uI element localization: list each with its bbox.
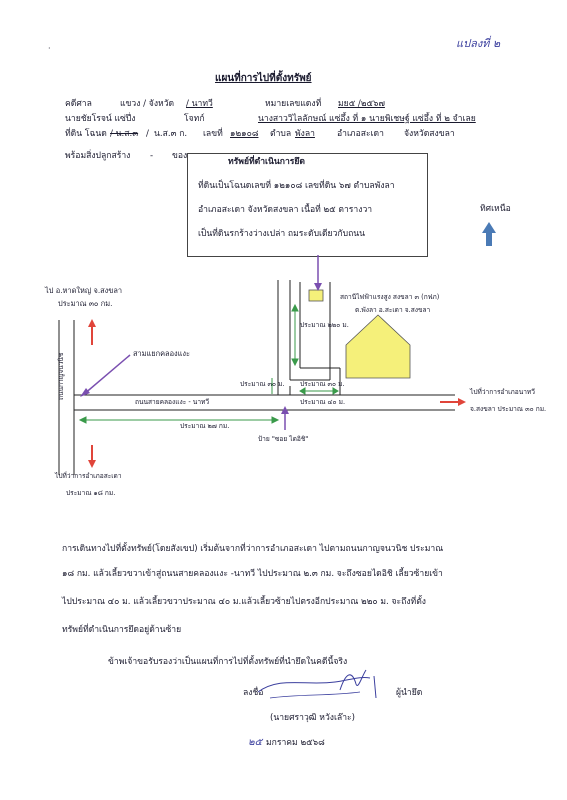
to-sadao-dist: ประมาณ ๑๘ กม.: [66, 489, 116, 497]
land-sep: /: [146, 129, 149, 139]
district-label: แขวง / จังหวัด: [120, 99, 175, 109]
land-no: ๑๒๑๐๘: [230, 129, 259, 139]
station-label: สถานีไฟฟ้าแรงสูง สงขลา ๓ (กฟภ): [340, 293, 440, 301]
directions-line-3: ไปประมาณ ๔๐ ม. แล้วเลี้ยวขวาประมาณ ๔๐ ม.แล้วเลี้ยวซ้ายไปตรงอีกประมาณ ๒๒๐ ม. จะถึงที่ตั้ง: [62, 597, 426, 607]
junction-label: สามแยกคลองแงะ: [133, 349, 190, 358]
to-hatyai-dist: ประมาณ ๓๐ กม.: [58, 299, 113, 308]
to-nathawi: ไปที่ว่าการอำเภอนาทวี: [470, 388, 535, 396]
case-no-label: หมายเลขแดงที่: [265, 99, 322, 109]
sign-date-day: ๒๕: [248, 737, 263, 748]
cross-road-label: ถนนสายคลองแงะ - นาทวี: [135, 398, 210, 406]
subdistrict: พังลา: [295, 129, 315, 139]
sign-date-rest: มกราคม ๒๕๖๘: [266, 738, 325, 748]
land-label: ที่ดิน โฉนด: [65, 129, 107, 139]
seized-line-1: ที่ดินเป็นโฉนดเลขที่ ๑๒๑๐๘ เลขที่ดิน ๖๗ ตำบลพังลา: [198, 181, 395, 191]
dist-220-label: ประมาณ ๒๒๐ ม.: [300, 321, 349, 329]
of-label: ของ: [172, 151, 188, 161]
to-sadao: ไปที่ว่าการอำเภอสะเดา: [55, 472, 122, 480]
plaintiff-role: โจทก์: [184, 114, 205, 124]
land-type-struck: / น.ส.๓: [110, 129, 139, 139]
signer-role: ผู้นำยึด: [396, 688, 423, 698]
plaintiff: นายชัยโรจน์ แซ่ปึ่ง: [65, 114, 136, 124]
sign-label: ป้าย "ซอย ไดอิชิ": [258, 435, 309, 443]
main-road-label: ถนนกาญจนวนิช: [57, 352, 65, 400]
court-value: / นาทวี: [186, 99, 213, 109]
directions-line-2: ๑๘ กม. แล้วเลี้ยวขวาเข้าสู่ถนนสายคลองแงะ -นาทวี ไปประมาณ ๒.๓ กม. จะถึงซอยไดอิชิ เลี้ยวซ้ายเข้า: [62, 569, 443, 579]
subdistrict-label: ตำบล: [270, 129, 292, 139]
province-label: จังหวัดสงขลา: [404, 129, 455, 139]
building-label: พร้อมสิ่งปลูกสร้าง: [65, 151, 131, 161]
directions-line-4: ทรัพย์ที่ดำเนินการยึดอยู่ด้านซ้าย: [62, 625, 182, 635]
sign-label: ลงชื่อ: [243, 688, 264, 698]
scan-speck: ·: [48, 44, 51, 53]
page-mark: แปลงที่ ๒: [456, 37, 501, 50]
dist-40-label: ประมาณ ๔๐ ม.: [300, 398, 346, 406]
land-no-label: เลขที่: [203, 129, 223, 139]
defendants: นางสาววิไลลักษณ์ แซ่อึ้ง ที่ ๑ นายพิเชษฐ์ แซ่อึ้ง ที่ ๒ จำเลย: [258, 114, 476, 124]
dist-27-label: ประมาณ ๒๗ กม.: [180, 422, 230, 430]
station-location: ต.พังลา อ.สะเดา จ.สงขลา: [355, 306, 431, 314]
dist-30b-label: ประมาณ ๓๐ ม.: [300, 380, 345, 388]
court-label: คดีศาล: [65, 99, 92, 109]
to-hatyai: ไป อ.หาดใหญ่ จ.สงขลา: [45, 286, 123, 295]
to-nathawi-dist: จ.สงขลา ประมาณ ๓๐ กม.: [470, 405, 547, 413]
signer-name: (นายศราวุฒิ หวังเล๊าะ): [270, 713, 355, 723]
seized-line-2: อำเภอสะเดา จังหวัดสงขลา เนื้อที่ ๒๕ ตารางวา: [198, 205, 373, 215]
district2-label: อำเภอสะเดา: [337, 129, 384, 139]
directions-line-1: การเดินทางไปที่ตั้งทรัพย์(โดยสังเขป) เริ่มต้นจากที่ว่าการอำเภอสะเดา ไปตามถนนกาญจนวนิช ประมาณ: [62, 544, 444, 554]
land-type-2: น.ส.๓ ก.: [154, 129, 188, 139]
case-no-value: มย๕ /๒๕๖๗: [338, 99, 385, 109]
building-value: -: [150, 151, 154, 161]
certify-text: ข้าพเจ้าขอรับรองว่าเป็นแผนที่การไปที่ตั้งทรัพย์ที่นำยึดในคดีนี้จริง: [108, 657, 348, 667]
north-label: ทิศเหนือ: [480, 204, 511, 214]
page-title: แผนที่การไปที่ตั้งทรัพย์: [215, 73, 312, 84]
seized-line-3: เป็นที่ดินรกร้างว่างเปล่า ถมระดับเดียวกับถนน: [198, 229, 366, 239]
seized-heading: ทรัพย์ที่ดำเนินการยึด: [228, 157, 305, 167]
dist-30-label: ประมาณ ๓๐ ม.: [240, 380, 285, 388]
